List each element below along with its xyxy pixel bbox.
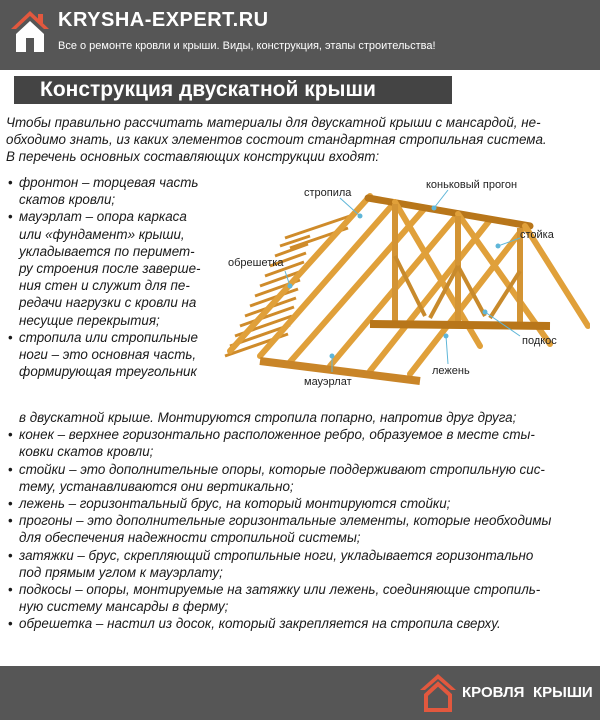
list-item-cont: тему, устанавливаются они вертикально;	[19, 478, 294, 494]
intro-line: обходимо знать, из каких элементов состоит стандартная стропильная система.	[6, 132, 547, 148]
footer-brand-right[interactable]: КРЫШИ	[533, 684, 593, 701]
footer-house-logo-icon[interactable]	[418, 672, 458, 714]
list-item-cont: под прямым углом к мауэрлату;	[19, 564, 223, 580]
label-mauerlat: мауэрлат	[304, 376, 352, 388]
footer-brand-left[interactable]: КРОВЛЯ	[462, 684, 525, 701]
site-tagline: Все о ремонте кровли и крыши. Виды, конструкция, этапы строительства!	[58, 40, 436, 52]
house-logo-icon[interactable]	[8, 8, 52, 58]
sill-beam	[370, 324, 550, 326]
list-item: • стропила или стропильные	[6, 329, 216, 346]
list-item-cont: ковки скатов кровли;	[19, 444, 154, 460]
list-item: • мауэрлат – опора каркаса	[6, 208, 216, 225]
list-item: • обрешетка – настил из досок, который закрепляется на стропила сверху.	[6, 615, 596, 632]
label-ridge-purlin: коньковый прогон	[426, 179, 518, 191]
list-item-cont: скатов кровли;	[19, 192, 116, 208]
page-title: Конструкция двускатной крыши	[40, 78, 376, 101]
label-stoyka: стойка	[520, 229, 554, 241]
list-item-cont: несущие перекрытия;	[19, 312, 160, 328]
list-item-cont: редачи нагрузки с кровли на	[19, 295, 197, 311]
label-lezhen: лежень	[432, 365, 470, 377]
list-item-cont: ру строения после заверше-	[19, 261, 201, 277]
site-name[interactable]: KRYSHA-EXPERT.RU	[58, 9, 269, 31]
label-obreshetka: обрешетка	[228, 257, 284, 269]
label-podkos: подкос	[522, 335, 557, 347]
list-item-cont: или «фундамент» крыши,	[19, 226, 185, 242]
intro-paragraph	[6, 114, 596, 166]
list-item: • фронтон – торцевая часть	[6, 174, 216, 191]
list-item-cont: укладывается по перимет-	[19, 243, 195, 259]
list-item: • стойки – это дополнительные опоры, которые поддерживают стропильную сис-	[6, 461, 596, 478]
list-item-cont: для обеспечения надежности стропильной системы;	[19, 530, 361, 546]
list-item-cont: формирующая треугольник	[19, 364, 197, 380]
list-item-cont: ния стен и служит для пе-	[19, 278, 190, 294]
list-item: • затяжки – брус, скрепляющий стропильные ноги, укладывается горизонтально	[6, 547, 596, 564]
intro-line: В перечень основных составляющих конструкции входят:	[6, 149, 380, 165]
list-item-cont: в двускатной крыше. Монтируются стропила попарно, напротив друг друга;	[19, 410, 517, 425]
label-stropila: стропила	[304, 187, 352, 199]
roof-structure-diagram	[220, 176, 590, 388]
element-list-left	[6, 174, 216, 380]
intro-line: Чтобы правильно рассчитать материалы для двускатной крыши с мансардой, не-	[6, 115, 541, 130]
list-item-cont: ноги – это основная часть,	[19, 347, 197, 363]
list-item: • лежень – горизонтальный брус, на который монтируются стойки;	[6, 495, 596, 512]
list-item: • подкосы – опоры, монтируемые на затяжку или лежень, соединяющие стропиль-	[6, 581, 596, 598]
element-list-full	[6, 409, 596, 633]
list-item: • конек – верхнее горизонтально расположенное ребро, образуемое в месте сты-	[6, 426, 596, 443]
list-item: • прогоны – это дополнительные горизонтальные элементы, которые необходимы	[6, 512, 596, 529]
list-item-cont: ную систему мансарды в ферму;	[19, 599, 229, 615]
